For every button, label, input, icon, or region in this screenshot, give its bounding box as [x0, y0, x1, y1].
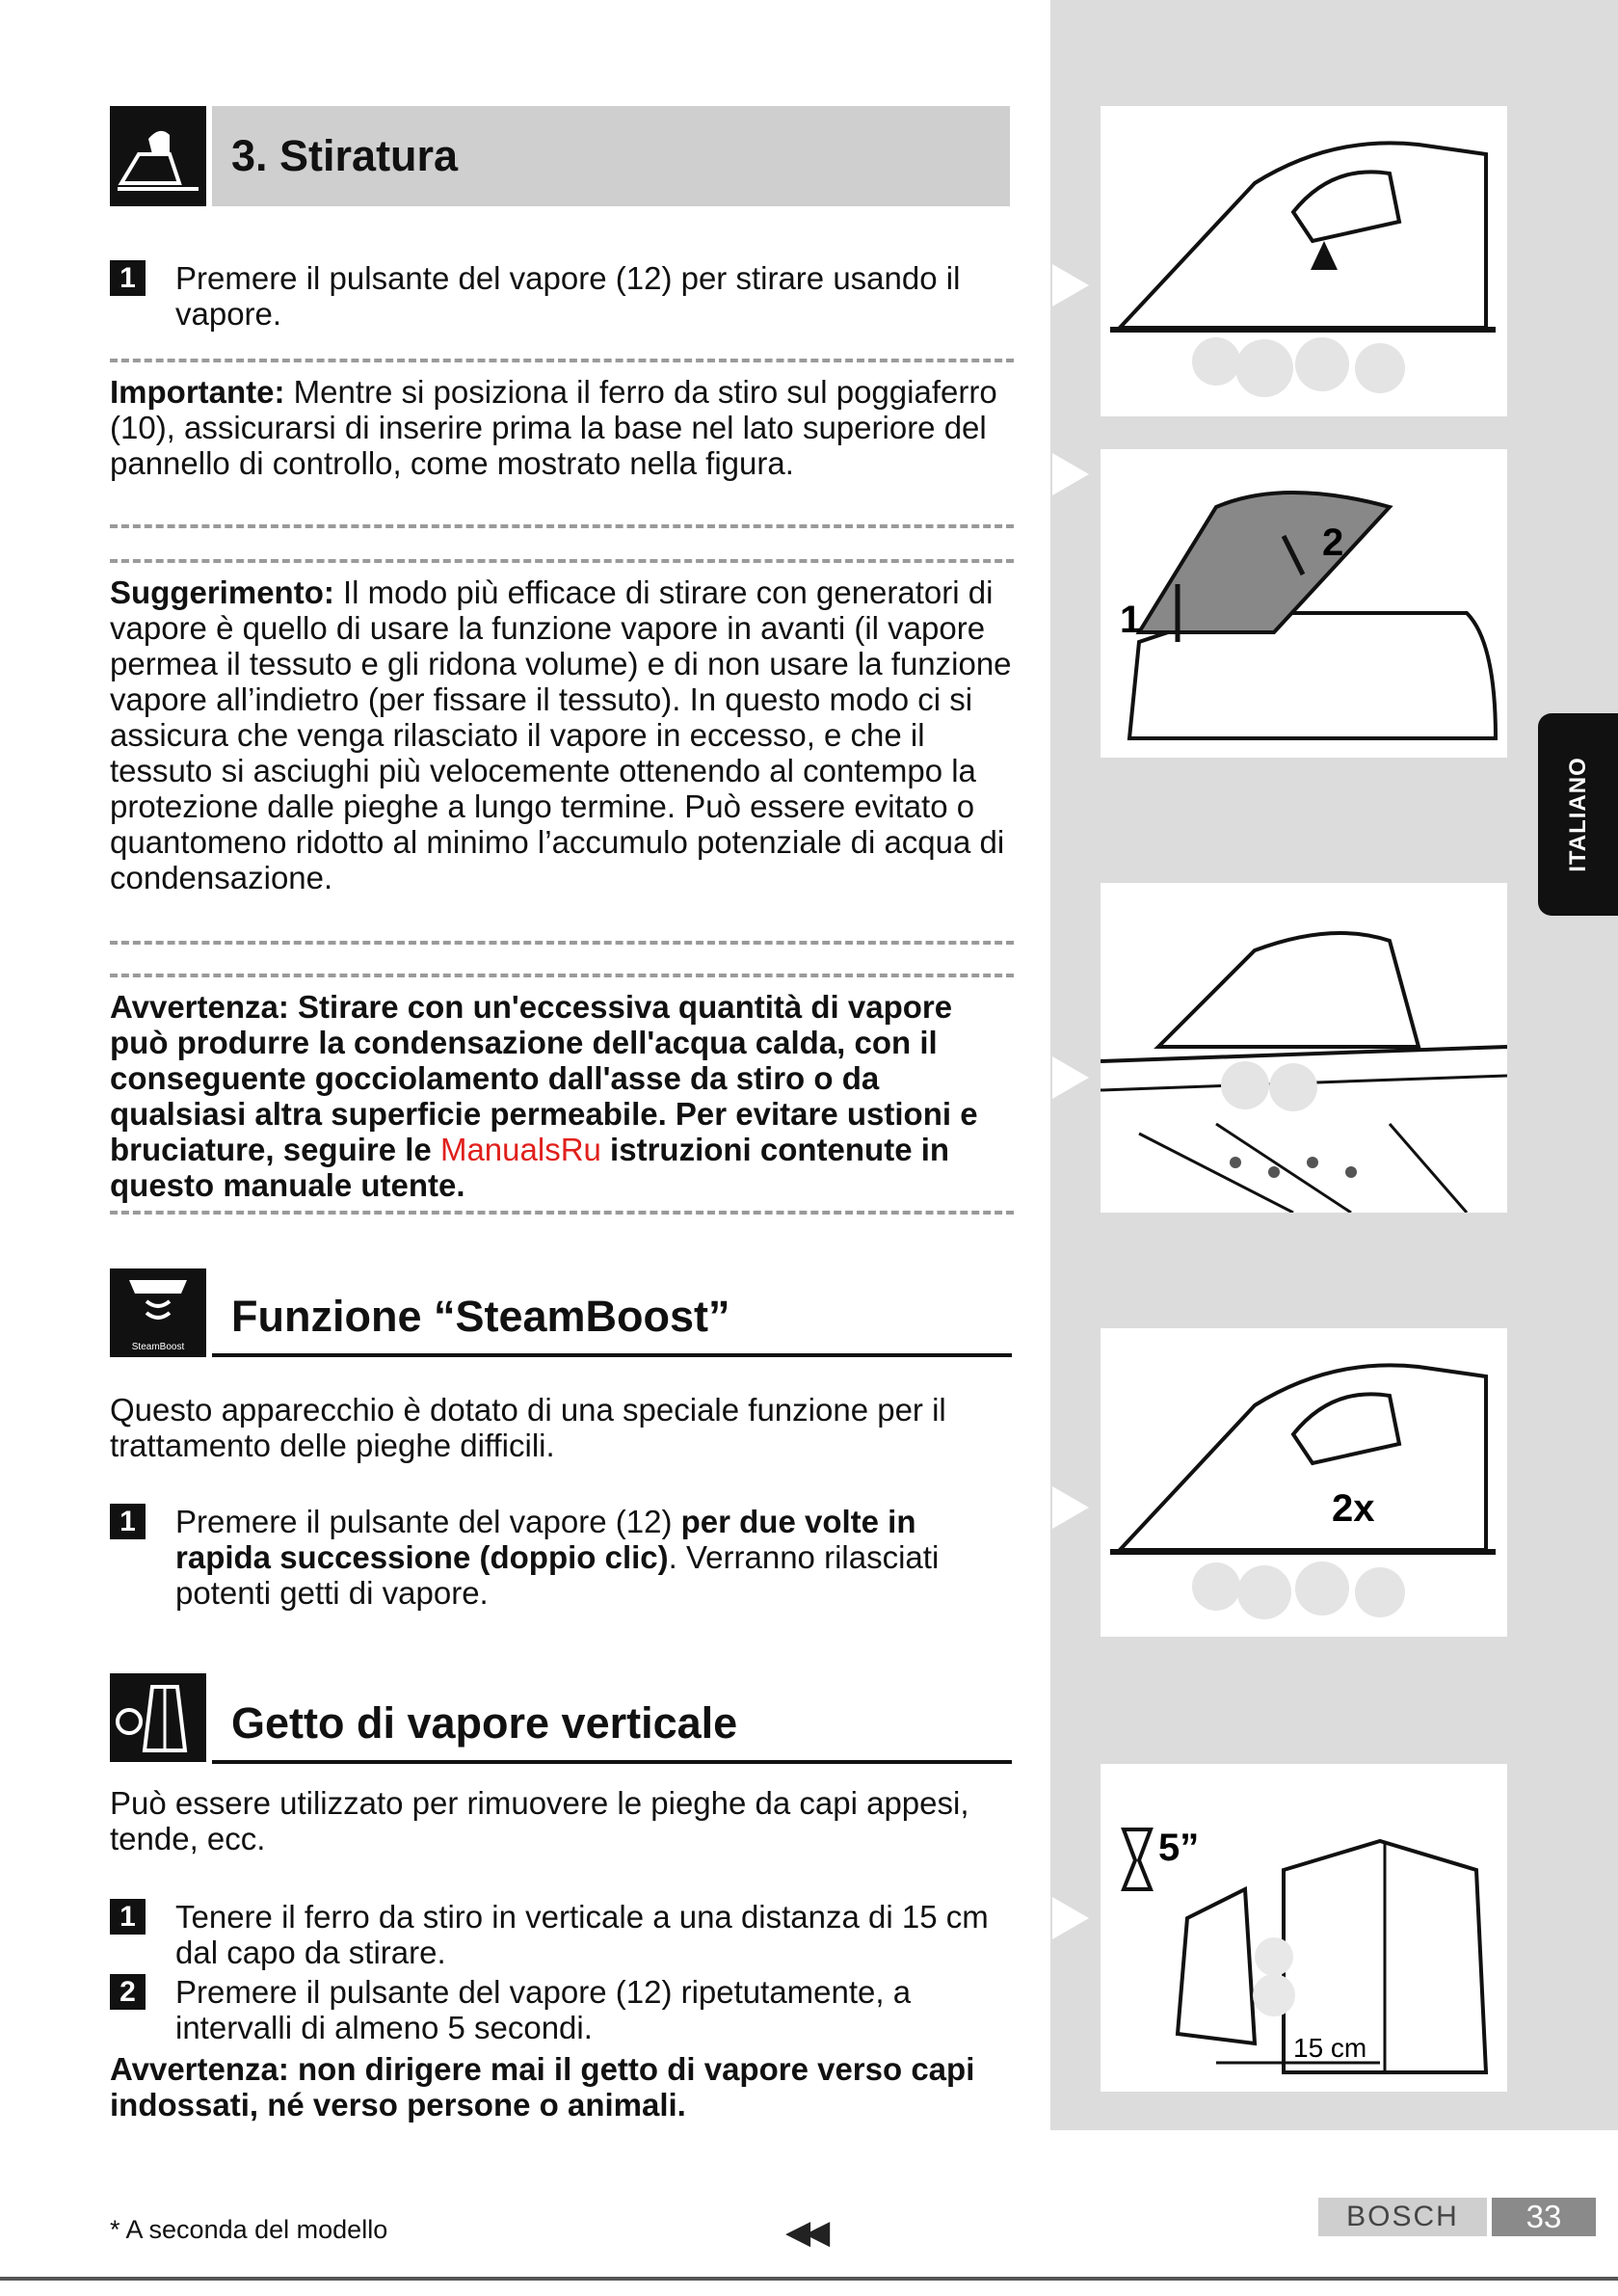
steamboost-step-1 [175, 1504, 1014, 1611]
ironing-icon [110, 106, 206, 206]
warning-text-end: istruzioni contenute in questo manuale utente. [110, 1132, 950, 1203]
figure-label-time: 5” [1158, 1827, 1200, 1869]
divider [110, 941, 1014, 945]
figure-label-2: 2 [1322, 521, 1344, 564]
figure-label-distance: 15 cm [1293, 2033, 1367, 2063]
divider [110, 974, 1014, 977]
figure-iron-condensation [1101, 883, 1507, 1213]
footnote: * A seconda del modello [110, 2215, 388, 2244]
warning-text-start: Avvertenza: Stirare con un'eccessiva quantità di vapore può produrre la condensazione dell'acqua calda, con il conseguente gocciolamento dall'asse da stiro o da qualsiasi altra superficie permeabile. Per evitare ustioni e bruciature, seguire le [110, 989, 978, 1167]
figure-pointer [1052, 453, 1089, 495]
important-note [110, 374, 1016, 481]
section-title-vertical: Getto di vapore verticale [231, 1698, 738, 1748]
step-number: 1 [110, 260, 146, 296]
steamboost-icon [110, 1268, 206, 1357]
language-tab [1538, 713, 1618, 916]
figure-vertical-steam [1101, 1764, 1507, 2092]
divider [110, 559, 1014, 563]
steamboost-icon-label: SteamBoost [131, 1342, 185, 1352]
tip-text: Il modo più efficace di stirare con generatori di vapore è quello di usare la funzione vapore in avanti (il vapore permea il tessuto e gli ridona volume) e di non usare la funzione vapore all’indietro (per fissare il tessuto). In questo modo ci si assicura che venga rilasciato il vapore in eccesso, e che il tessuto si asciughi più velocemente ottenendo al contempo la protezione dalle pieghe a lungo termine. Può essere evitato o quantomeno ridotto al minimo l’accumulo potenziale di acqua di condensazione. [110, 574, 1012, 895]
watermark: ManualsRu [439, 1132, 601, 1167]
page-number: 33 [1492, 2198, 1596, 2236]
figure-pointer [1052, 1056, 1089, 1099]
vertical-warning: Avvertenza: non dirigere mai il getto di vapore verso capi indossati, né verso persone o animali. [110, 2051, 975, 2122]
step-number: 2 [110, 1974, 146, 2010]
tip-note [110, 574, 1016, 895]
figure-label-2x: 2x [1332, 1487, 1375, 1530]
section-title-steamboost: Funzione “SteamBoost” [231, 1292, 730, 1341]
section-underline [212, 1353, 1012, 1357]
steamboost-intro: Questo apparecchio è dotato di una speciale funzione per il trattamento delle pieghe difficili. [110, 1392, 946, 1463]
important-label: Importante: [110, 374, 285, 410]
vertical-steam-icon [110, 1673, 206, 1762]
section-underline [212, 1760, 1012, 1764]
divider [110, 524, 1014, 528]
bottom-rule [0, 2277, 1618, 2281]
language-tab-label: ITALIANO [1564, 757, 1591, 872]
figure-iron-on-base [1101, 449, 1507, 758]
stiratura-step-1: Premere il pulsante del vapore (12) per stirare usando il vapore. [175, 260, 961, 332]
figure-pointer [1052, 1897, 1089, 1939]
figure-pointer [1052, 1486, 1089, 1529]
nav-back-icon[interactable]: ◀◀ [785, 2214, 825, 2251]
divider [110, 359, 1014, 362]
divider [110, 1211, 1014, 1215]
step-text: . Verranno rilasciati potenti getti di vapore. [175, 1539, 940, 1611]
warning-note [110, 989, 1016, 1203]
important-text: Mentre si posiziona il ferro da stiro sul poggiaferro (10), assicurarsi di inserire prima la base nel lato superiore del pannello di controllo, come mostrato nella figura. [110, 374, 997, 481]
vertical-intro: Può essere utilizzato per rimuovere le pieghe da capi appesi, tende, ecc. [110, 1785, 969, 1856]
step-number: 1 [110, 1504, 146, 1539]
figure-iron-steam [1101, 106, 1507, 416]
vertical-step-2: Premere il pulsante del vapore (12) ripetutamente, a intervalli di almeno 5 secondi. [175, 1974, 912, 2045]
step-text-bold: per due volte in rapida successione (doppio clic) [175, 1504, 916, 1575]
figure-label-1: 1 [1120, 599, 1142, 641]
section-title-stiratura: 3. Stiratura [231, 131, 459, 180]
figure-pointer [1052, 264, 1089, 307]
vertical-step-1: Tenere il ferro da stiro in verticale a una distanza di 15 cm dal capo da stirare. [175, 1899, 989, 1970]
tip-label: Suggerimento: [110, 574, 334, 610]
figure-iron-double-click [1101, 1328, 1507, 1637]
step-number: 1 [110, 1899, 146, 1935]
brand-label: BOSCH [1318, 2198, 1487, 2236]
step-text: Premere il pulsante del vapore (12) [175, 1504, 681, 1539]
